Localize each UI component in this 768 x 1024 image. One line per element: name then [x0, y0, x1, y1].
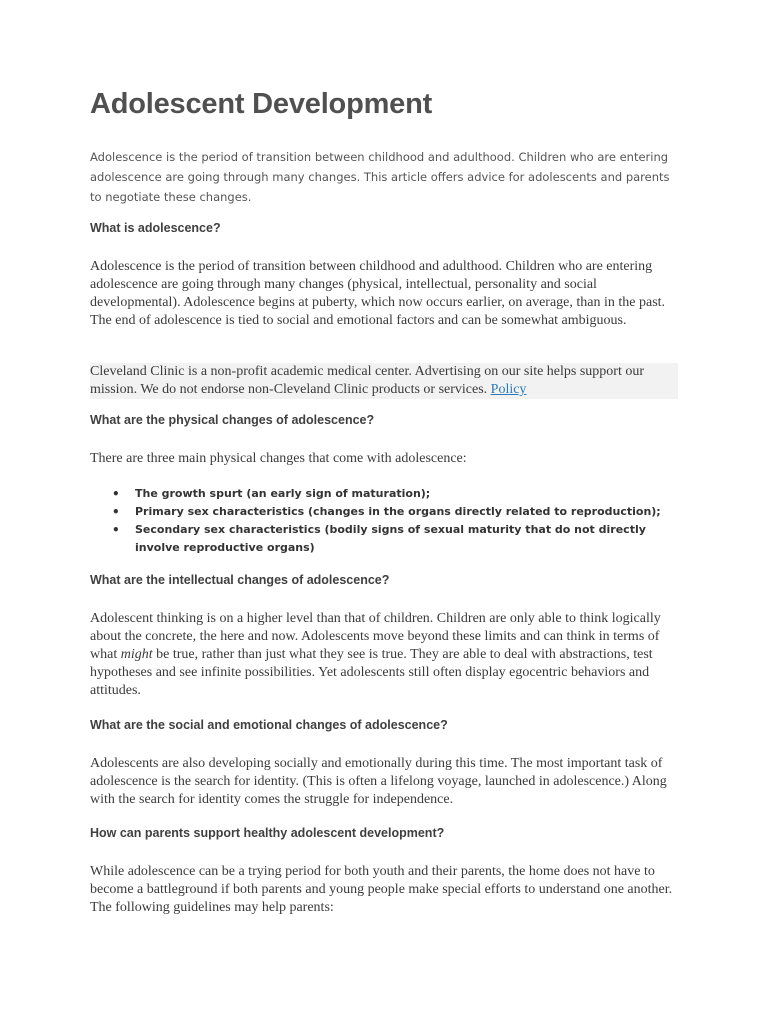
section-body-social-emotional-changes: Adolescents are also developing socially and emotionally during this time. The most important task of adolescence is the search for identity. (This is often a lifelong voyage, launched in adolescence.) Along with the search for identity comes the struggle for independence. [90, 756, 667, 807]
section-body-physical-changes: There are three main physical changes that come with adolescence: [90, 451, 467, 466]
page-title: Adolescent Development [90, 88, 433, 120]
section-heading-intellectual-changes: What are the intellectual changes of adolescence? [90, 573, 390, 587]
list-item: • Primary sex characteristics (changes in the organs directly related to reproduction); [90, 503, 680, 521]
list-item: • The growth spurt (an early sign of maturation); [90, 485, 680, 503]
list-item: • Secondary sex characteristics (bodily signs of sexual maturity that do not directly involve reproductive organs) [90, 521, 680, 557]
section-body-intellectual-changes [90, 610, 680, 700]
section-heading-parent-support: How can parents support healthy adolescent development? [90, 826, 445, 840]
advertising-disclaimer-text: Cleveland Clinic is a non-profit academic medical center. Advertising on our site helps support our mission. We do not endorse non-Cleveland Clinic products or services. [90, 364, 645, 397]
section-heading-physical-changes: What are the physical changes of adolescence? [90, 413, 375, 427]
advertising-disclaimer [90, 363, 678, 399]
section-body-what-is-adolescence: Adolescence is the period of transition between childhood and adulthood. Children who are entering adolescence are going through many changes (physical, intellectual, personality and social developmental). Adolescence begins at puberty, which now occurs earlier, on average, than in the past. The end of adolescence is tied to social and emotional factors and can be somewhat ambiguous. [90, 259, 666, 328]
physical-changes-list [90, 485, 680, 557]
section-body-parent-support: While adolescence can be a trying period for both youth and their parents, the home does not have to become a battleground if both parents and young people make special efforts to understand one another. The following guidelines may help parents: [90, 864, 673, 915]
section-body-text: be true, rather than just what they see is true. They are able to deal with abstractions, test hypotheses and see infinite possibilities. Yet adolescents still often display egocentric behaviors and attitudes. [90, 647, 653, 698]
policy-link[interactable]: Policy [490, 382, 527, 397]
section-heading-social-emotional-changes: What are the social and emotional changes of adolescence? [90, 718, 448, 732]
emphasis-might: might [120, 647, 153, 662]
intro-paragraph: Adolescence is the period of transition between childhood and adulthood. Children who are entering adolescence are going through many changes. This article offers advice for adolescents and parents to negotiate these changes. [90, 150, 670, 204]
section-body-text: Adolescent thinking is on a higher level than that of children. Children are only able to think logically about the concrete, the here and now. Adolescents move beyond these limits and can think in terms of what [90, 611, 661, 662]
section-heading-what-is-adolescence: What is adolescence? [90, 221, 221, 235]
